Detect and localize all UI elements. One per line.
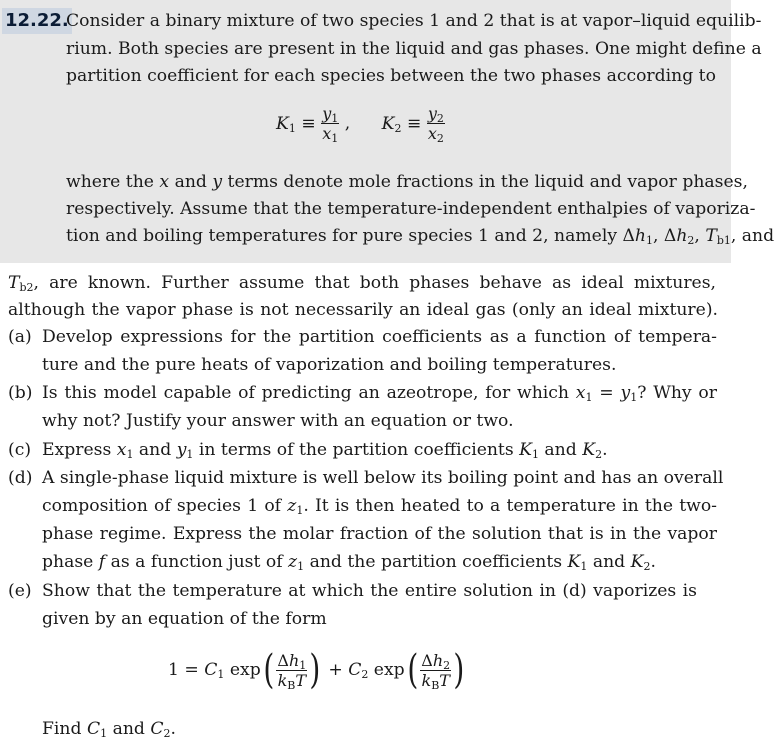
left-paren-1: ( — [263, 647, 275, 693]
y1-over-x1-fraction: $\frac{y_1}{x_1}$ — [322, 104, 339, 145]
partition-coefficient-equation: $K_1$ ≡ $\frac{y_1}{x_1}$ , $K_2$ ≡ $\frac{y_2}{x_2}$ — [276, 104, 444, 145]
right-paren-2: ) — [453, 647, 465, 693]
intro-line-1: Consider a binary mixture of two species 1 and 2 that is at vapor–liquid equilib- — [66, 11, 762, 31]
part-d-line-4: phase f as a function just of $z_1$ and the partition coefficients $K_1$ and $K_2$. — [42, 552, 656, 573]
part-d-line-1: A single-phase liquid mixture is well below its boiling point and has an overall — [42, 468, 724, 488]
part-d-label: (d) — [8, 468, 33, 488]
shaded-line-1: where the x and y terms denote mole fractions in the liquid and vapor phases, — [66, 172, 748, 192]
vaporization-temperature-equation: $1 = C_1$ exp( $\frac{\Delta h_1}{k_BT}$ ) + $C_2$ exp( $\frac{\Delta h_2}{k_BT}$ ) — [168, 647, 465, 693]
part-a-label: (a) — [8, 327, 32, 347]
y2-over-x2-fraction: $\frac{y_2}{x_2}$ — [427, 104, 444, 145]
shaded-line-2: respectively. Assume that the temperature-independent enthalpies of vaporiza- — [66, 199, 756, 219]
left-paren-2: ( — [407, 647, 418, 693]
dh2-over-kbt-fraction: $\frac{\Delta h_2}{k_BT}$ — [421, 650, 451, 692]
part-d-line-2: composition of species 1 of $z_1$. It is then heated to a temperature in the two- — [42, 496, 717, 517]
right-paren-1: ) — [309, 647, 321, 693]
final-instruction: Find $C_1$ and $C_2$. — [42, 719, 176, 740]
continuation-line-1: $T_{b2}$, are known. Further assume that both phases behave as ideal mixtures, — [8, 273, 716, 294]
part-b-line-2: why not? Justify your answer with an equation or two. — [42, 411, 514, 431]
part-d-line-3: phase regime. Express the molar fraction of the solution that is in the vapor — [42, 524, 717, 544]
problem-number: 12.22. — [2, 8, 72, 34]
part-a-line-1: Develop expressions for the partition coefficients as a function of tempera- — [42, 327, 717, 347]
part-a-line-2: ture and the pure heats of vaporization and boiling temperatures. — [42, 355, 617, 375]
part-e-line-1: Show that the temperature at which the entire solution in (d) vaporizes is — [42, 581, 697, 601]
intro-line-3: partition coefficient for each species between the two phases according to — [66, 66, 716, 86]
part-e-label: (e) — [8, 581, 32, 601]
dh1-over-kbt-fraction: $\frac{\Delta h_1}{k_BT}$ — [277, 650, 307, 692]
intro-line-2: rium. Both species are present in the liquid and gas phases. One might define a — [66, 39, 762, 59]
part-c-line-1: Express $x_1$ and $y_1$ in terms of the partition coefficients $K_1$ and $K_2$. — [42, 440, 608, 461]
part-e-line-2: given by an equation of the form — [42, 609, 327, 629]
part-c-label: (c) — [8, 440, 32, 460]
part-b-line-1: Is this model capable of predicting an azeotrope, for which $x_1 = y_1$? Why or — [42, 383, 717, 404]
continuation-line-2: although the vapor phase is not necessarily an ideal gas (only an ideal mixture). — [8, 300, 718, 320]
part-b-label: (b) — [8, 383, 33, 403]
shaded-line-3: tion and boiling temperatures for pure species 1 and 2, namely $\Delta h_1$, $\Delta h_2$, $T_{b1}$, and — [66, 226, 774, 247]
